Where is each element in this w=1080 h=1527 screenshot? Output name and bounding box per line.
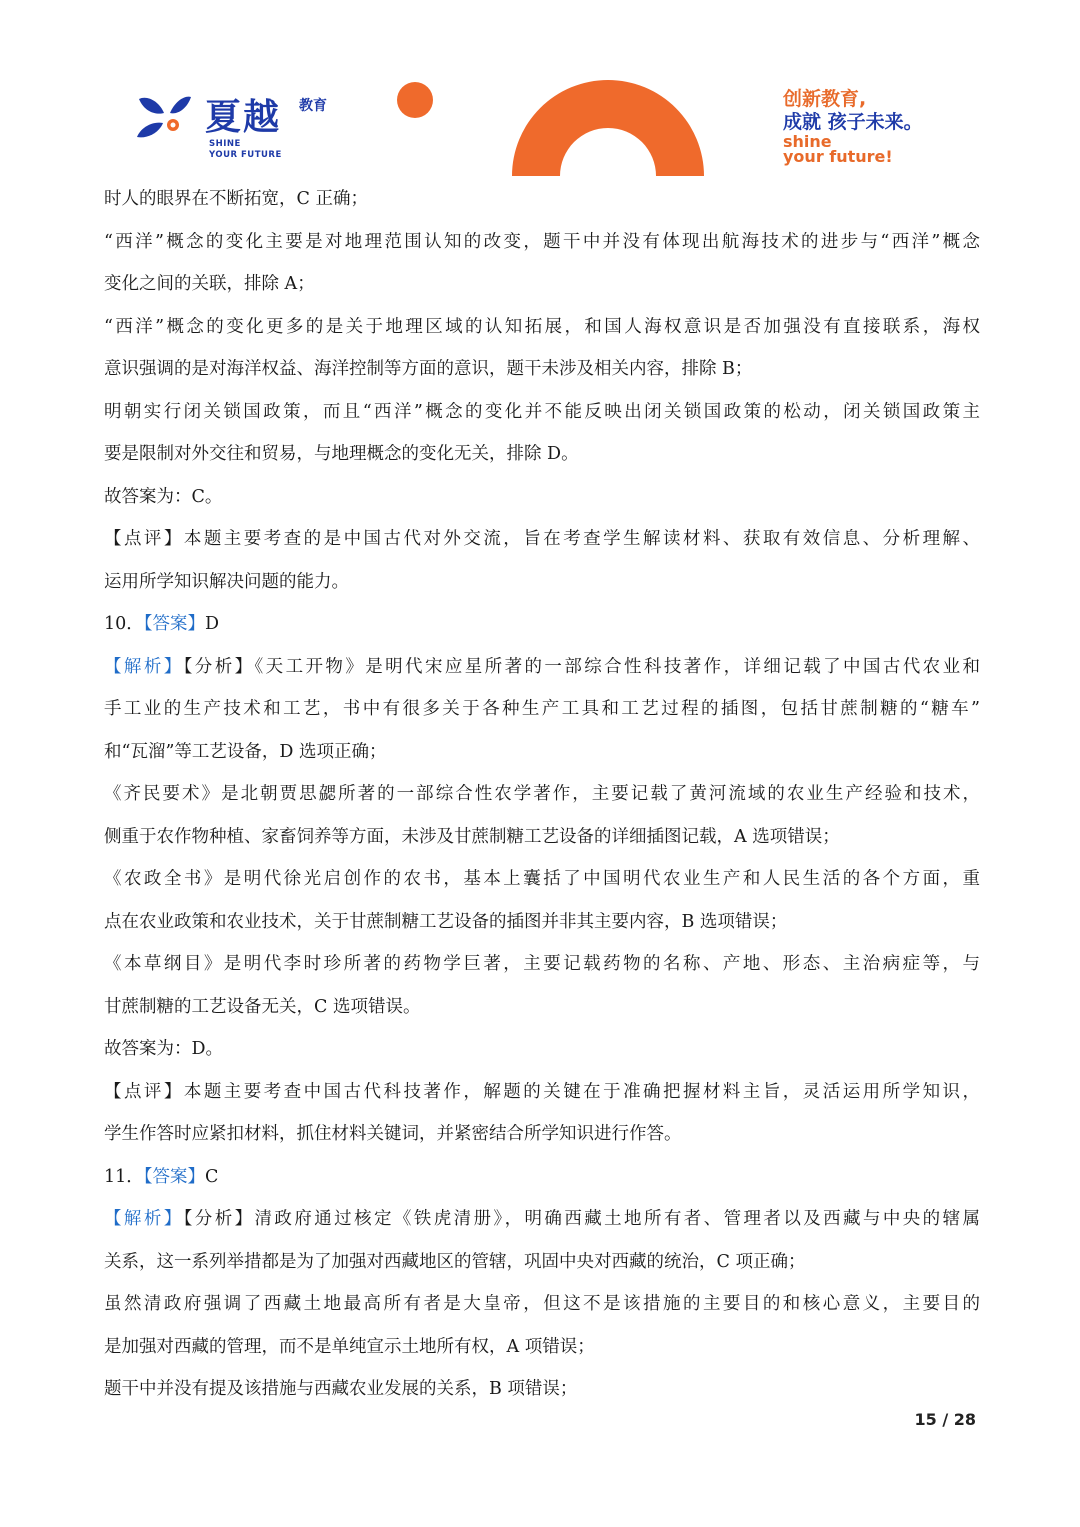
orange-arc-decoration — [395, 80, 715, 180]
slogan-line2: 成就 孩子未来。 — [783, 111, 923, 133]
q10-answer: D — [205, 614, 220, 634]
brand-en-line2: YOUR FUTURE — [209, 150, 282, 160]
comment-line: 【点评】本题主要考查的是中国古代对外交流，旨在考查学生解读材料、获取有效信息、分析理解、 — [104, 529, 980, 549]
q11-answer-tag: 【答案】 — [143, 1166, 206, 1187]
brand-name: 夏越 — [205, 97, 282, 138]
text-line: 明朝实行闭关锁国政策，而且“西洋”概念的变化并不能反映出闭关锁国政策的松动，闭关锁国政策主 — [104, 401, 980, 422]
q11-analysis-tag: 【解析】 — [104, 1209, 184, 1229]
q10-answer-line — [104, 603, 980, 646]
text-line: 题干中并没有提及该措施与西藏农业发展的关系，B 项错误； — [104, 1379, 578, 1399]
brand-logo — [133, 93, 373, 163]
text-line: 侧重于农作物种植、家畜饲养等方面，未涉及甘蔗制糖工艺设备的详细插图记载，A 选项错误； — [104, 826, 840, 847]
q11-answer: C — [205, 1166, 219, 1187]
document-body — [104, 178, 980, 1411]
text-line: 学生作答时应紧扣材料，抓住材料关键词，并紧密结合所学知识进行作答。 — [104, 1124, 682, 1144]
q10-analysis-tag: 【解析】 — [104, 656, 184, 677]
comment-line: 【点评】本题主要考查中国古代科技著作，解题的关键在于准确把握材料主旨，灵活运用所学知识， — [104, 1081, 980, 1102]
text-line: 手工业的生产技术和工艺，书中有很多关于各种生产工具和工艺过程的插图，包括甘蔗制糖的“糖车” — [104, 699, 980, 719]
text-line: 要是限制对外交往和贸易，与地理概念的变化无关，排除 D。 — [104, 444, 579, 464]
q11-analysis-line — [104, 1198, 980, 1241]
page-header — [0, 0, 1080, 180]
text-line: 运用所学知识解决问题的能力。 — [104, 571, 349, 592]
q10-answer-tag: 【答案】 — [143, 614, 206, 634]
text-line: 关系，这一系列举措都是为了加强对西藏地区的管辖，巩固中央对西藏的统治，C 项正确； — [104, 1251, 806, 1272]
q11-analysis-text: 【分析】清政府通过核定《铁虎清册》，明确西藏土地所有者、管理者以及西藏与中央的辖属 — [183, 1209, 980, 1229]
slogan-line4: your future! — [783, 147, 893, 166]
page-number: 15 / 28 — [914, 1410, 976, 1429]
text-line: 和“瓦溜”等工艺设备，D 选项正确； — [104, 741, 387, 762]
q11-answer-line — [104, 1156, 980, 1199]
slogan-line1: 创新教育, — [783, 88, 867, 110]
brand-en-line1: SHINE — [209, 139, 241, 149]
text-line: 变化之间的关联，排除 A； — [104, 274, 315, 294]
text-line: 《本草纲目》是明代李时珍所著的药物学巨著，主要记载药物的名称、产地、形态、主治病症等，与 — [104, 954, 980, 974]
text-line: 甘蔗制糖的工艺设备无关，C 选项错误。 — [104, 996, 421, 1017]
brand-suffix: 教育 — [299, 98, 327, 114]
q10-analysis-text: 【分析】《天工开物》是明代宋应星所著的一部综合性科技著作，详细记载了中国古代农业和 — [183, 656, 980, 677]
text-line: 《农政全书》是明代徐光启创作的农书，基本上囊括了中国明代农业生产和人民生活的各个方面，重 — [104, 869, 980, 889]
butterfly-icon — [133, 93, 203, 143]
text-line: 点在农业政策和农业技术，关于甘蔗制糖工艺设备的插图并非其主要内容，B 选项错误； — [104, 911, 788, 932]
q10-analysis-line — [104, 646, 980, 689]
text-line: 意识强调的是对海洋权益、海洋控制等方面的意识，题干未涉及相关内容，排除 B； — [104, 359, 753, 379]
text-line: 是加强对西藏的管理，而不是单纯宣示土地所有权，A 项错误； — [104, 1336, 595, 1357]
q10-number: 10． — [104, 614, 144, 634]
text-line: “西洋”概念的变化更多的是关于地理区域的认知拓展，和国人海权意识是否加强没有直接联系，海权 — [104, 316, 980, 337]
slogan-line3: shine — [783, 132, 832, 151]
q11-number: 11． — [104, 1166, 144, 1187]
text-line: 故答案为：D。 — [104, 1039, 224, 1059]
text-line: 虽然清政府强调了西藏土地最高所有者是大皇帝，但这不是该措施的主要目的和核心意义，主要目的 — [104, 1294, 980, 1314]
text-line: 时人的眼界在不断拓宽，C 正确； — [104, 189, 368, 209]
text-line: 《齐民要术》是北朝贾思勰所著的一部综合性农学著作，主要记载了黄河流域的农业生产经验和技术， — [104, 784, 980, 804]
text-line: 故答案为：C。 — [104, 486, 223, 507]
slogan — [783, 88, 983, 164]
text-line: “西洋”概念的变化主要是对地理范围认知的改变，题干中并没有体现出航海技术的进步与“西洋”概念 — [104, 231, 980, 252]
